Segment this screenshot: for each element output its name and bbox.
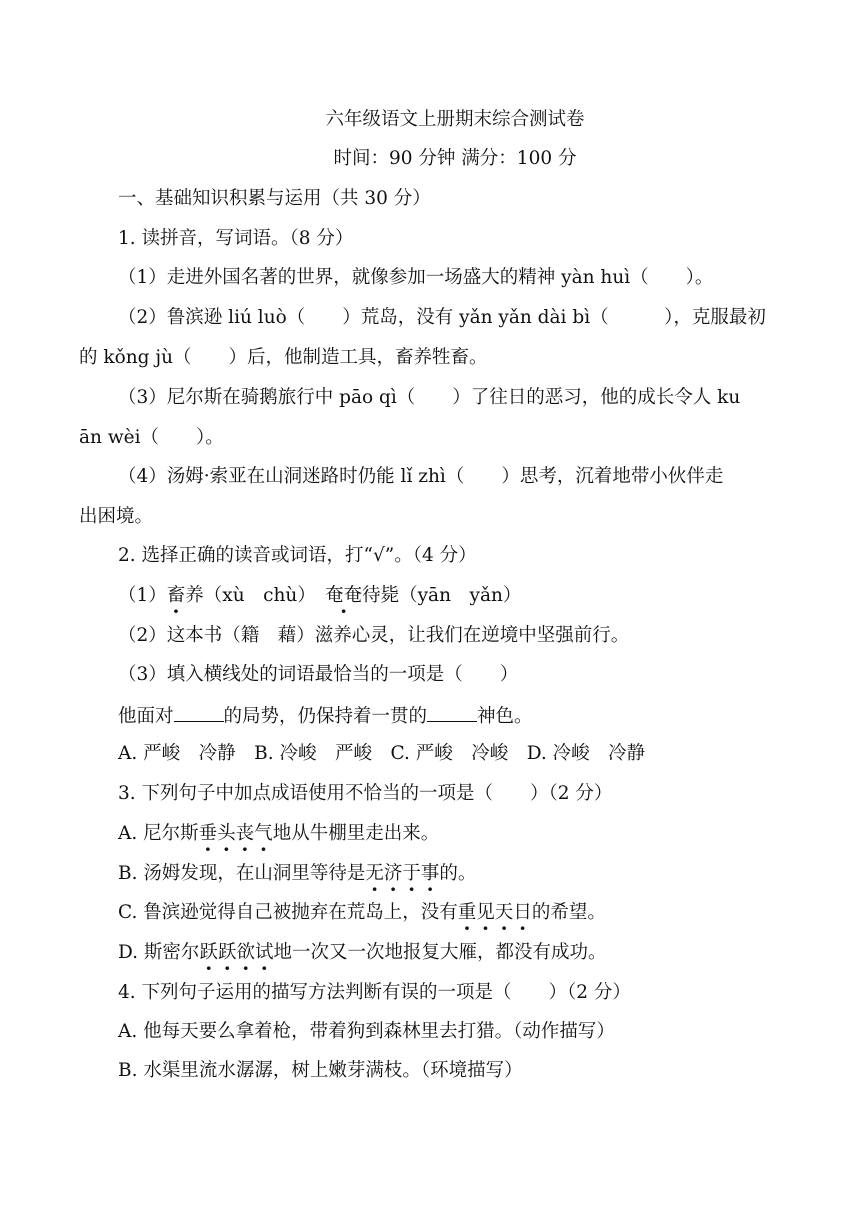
option-text: D. 斯密尔: [118, 942, 200, 963]
dotted-word: 奄奄: [325, 585, 363, 606]
option-text: A. 尼尔斯: [118, 823, 199, 844]
question-1-item-2-cont: 的 kǒng jù（ ）后，他制造工具，畜养牲畜。: [79, 347, 488, 368]
sentence-part: 神色。: [477, 706, 533, 727]
page-title: 六年级语文上册期末综合测试卷: [325, 109, 585, 130]
blank-line: [427, 703, 477, 722]
question-2-item-3: （3）填入横线处的词语最恰当的一项是（ ）: [118, 664, 519, 685]
question-2-item-2: （2）这本书（籍 藉）滋养心灵，让我们在逆境中坚强前行。: [118, 625, 630, 646]
question-2-item-1: [118, 584, 521, 608]
dotted-idiom: 无济于事: [365, 863, 440, 884]
question-1-item-2: （2）鲁滨逊 liú luò（ ）荒岛，没有 yǎn yǎn dài bì（ ），克服最初: [118, 307, 766, 328]
question-3-heading: 3. 下列句子中加点成语使用不恰当的一项是（ ）（2 分）: [118, 783, 613, 804]
item-text: 养（xù chù）: [185, 585, 326, 606]
dotted-idiom: 跃跃欲试: [199, 942, 274, 963]
sentence-part: 的局势，仍保持着一贯的: [223, 706, 428, 727]
answer-options: A. 严峻 冷静 B. 冷峻 严峻 C. 严峻 冷峻 D. 冷峻 冷静: [118, 743, 646, 764]
dotted-idiom: 重见天日: [457, 902, 532, 923]
option-text: B. 汤姆发现，在山洞里等待是: [118, 863, 366, 884]
item-prefix: （1）: [118, 585, 167, 606]
question-1-item-1: （1）走进外国名著的世界，就像参加一场盛大的精神 yàn huì（ ）。: [118, 267, 714, 288]
option-text: 地一次又一次地报复大雁，都没有成功。: [273, 942, 607, 963]
option-text: 的。: [439, 863, 477, 884]
question-1-item-4: （4）汤姆·索亚在山洞迷路时仍能 lǐ zhì（ ）思考，沉着地带小伙伴走: [118, 466, 724, 487]
question-4-option-b: B. 水渠里流水潺潺，树上嫩芽满枝。（环境描写）: [118, 1060, 523, 1081]
question-3-option-c: [118, 901, 606, 925]
question-1-item-3-cont: ān wèi（ ）。: [79, 427, 224, 448]
question-4-option-a: A. 他每天要么拿着枪，带着狗到森林里去打猎。（动作描写）: [118, 1021, 615, 1042]
fill-in-sentence: [118, 703, 533, 729]
blank-line: [174, 703, 224, 722]
option-text: 地从牛棚里走出来。: [272, 823, 440, 844]
question-1-heading: 1. 读拼音，写词语。（8 分）: [118, 228, 354, 249]
section-heading: 一、基础知识积累与运用（共 30 分）: [118, 188, 431, 209]
option-text: C. 鲁滨逊觉得自己被抛弃在荒岛上，没有: [118, 902, 458, 923]
option-text: 的希望。: [531, 902, 606, 923]
question-1-item-3: （3）尼尔斯在骑鹅旅行中 pāo qì（ ）了往日的恶习，他的成长令人 ku: [118, 387, 741, 408]
question-2-heading: 2. 选择正确的读音或词语，打“√”。（4 分）: [118, 545, 477, 566]
question-3-option-d: [118, 941, 607, 965]
sentence-part: 他面对: [118, 706, 174, 727]
dotted-idiom: 垂头丧气: [198, 823, 273, 844]
question-4-heading: 4. 下列句子运用的描写方法判断有误的一项是（ ）（2 分）: [118, 982, 631, 1003]
question-3-option-a: [118, 822, 439, 846]
question-3-option-b: [118, 862, 476, 886]
item-text: 待毙（yān yǎn）: [362, 585, 522, 606]
dotted-char: 畜: [166, 585, 186, 606]
page-subtitle: 时间：90 分钟 满分：100 分: [333, 148, 577, 169]
question-1-item-4-cont: 出困境。: [79, 506, 154, 527]
